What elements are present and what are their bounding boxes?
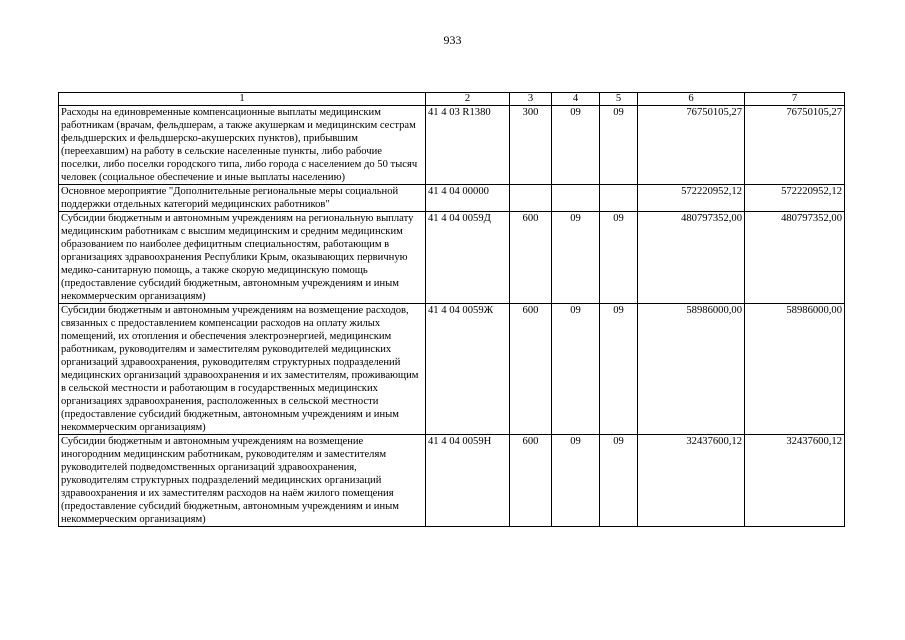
row-expense-type — [510, 185, 552, 212]
page-number: 933 — [443, 33, 462, 47]
column-header: 1 — [59, 93, 426, 106]
column-header: 5 — [600, 93, 638, 106]
row-expense-type: 300 — [510, 106, 552, 185]
header-row — [59, 93, 845, 106]
budget-table — [58, 92, 845, 527]
column-header: 7 — [745, 93, 845, 106]
table-row — [59, 212, 845, 304]
column-header: 6 — [638, 93, 745, 106]
row-description: Субсидии бюджетным и автономным учреждениям на возмещение иногородним медицинским работникам, руководителям и заместителям руководителей подведомственных организаций здравоохранения, руководителям структурных подразделений медицинских организаций здравоохранения и их заместителям расходов на наём жилого помещения (предоставление субсидий бюджетным, автономным учреждениям и иным некоммерческим организациям) — [59, 435, 426, 527]
row-amount-6: 32437600,12 — [638, 435, 745, 527]
row-amount-6: 480797352,00 — [638, 212, 745, 304]
row-amount-6: 76750105,27 — [638, 106, 745, 185]
row-subsection — [600, 185, 638, 212]
row-expense-type: 600 — [510, 212, 552, 304]
row-section: 09 — [552, 435, 600, 527]
row-section: 09 — [552, 304, 600, 435]
row-subsection: 09 — [600, 106, 638, 185]
row-code: 41 4 04 0059Ж — [426, 304, 510, 435]
table-row — [59, 185, 845, 212]
row-description: Субсидии бюджетным и автономным учреждениям на региональную выплату медицинским работникам с высшим медицинским и средним медицинским образованием по наиболее дефицитным специальностям, работающим в организациях здравоохранения Республики Крым, оказывающих первичную медико-санитарную помощь, а также скорую медицинскую помощь (предоставление субсидий бюджетным, автономным учреждениям и иным некоммерческим организациям) — [59, 212, 426, 304]
row-code: 41 4 04 0059Н — [426, 435, 510, 527]
row-subsection: 09 — [600, 212, 638, 304]
row-subsection: 09 — [600, 304, 638, 435]
row-section: 09 — [552, 212, 600, 304]
column-header: 3 — [510, 93, 552, 106]
row-amount-7: 58986000,00 — [745, 304, 845, 435]
table-row — [59, 106, 845, 185]
row-description: Расходы на единовременные компенсационные выплаты медицинским работникам (врачам, фельдшерам, а также акушеркам и медицинским сестрам фельдшерских и фельдшерско-акушерских пунктов), прибывшим (переехавшим) на работу в сельские населенные пункты, либо рабочие поселки, либо поселки городского типа, либо города с населением до 50 тысяч человек (социальное обеспечение и иные выплаты населению) — [59, 106, 426, 185]
row-section — [552, 185, 600, 212]
row-description: Основное мероприятие "Дополнительные региональные меры социальной поддержки отдельных категорий медицинских работников" — [59, 185, 426, 212]
row-amount-6: 572220952,12 — [638, 185, 745, 212]
row-code: 41 4 04 0059Д — [426, 212, 510, 304]
row-subsection: 09 — [600, 435, 638, 527]
column-header: 4 — [552, 93, 600, 106]
row-amount-7: 32437600,12 — [745, 435, 845, 527]
row-section: 09 — [552, 106, 600, 185]
row-amount-6: 58986000,00 — [638, 304, 745, 435]
row-expense-type: 600 — [510, 304, 552, 435]
row-code: 41 4 03 R1380 — [426, 106, 510, 185]
table-row — [59, 435, 845, 527]
row-description: Субсидии бюджетным и автономным учреждениям на возмещение расходов, связанных с предоставлением компенсации расходов на оплату жилых помещений, их отопления и обеспечения электроэнергией, медицинским работникам, руководителям и заместителям руководителей медицинских организаций здравоохранения, руководителям структурных подразделений медицинских организаций здравоохранения и их заместителям, проживающим в сельской местности и работающим в государственных медицинских организациях здравоохранения, расположенных в сельской местности (предоставление субсидий бюджетным, автономным учреждениям и иным некоммерческим организациям) — [59, 304, 426, 435]
row-amount-7: 76750105,27 — [745, 106, 845, 185]
column-header: 2 — [426, 93, 510, 106]
table-row — [59, 304, 845, 435]
row-amount-7: 572220952,12 — [745, 185, 845, 212]
row-amount-7: 480797352,00 — [745, 212, 845, 304]
row-code: 41 4 04 00000 — [426, 185, 510, 212]
row-expense-type: 600 — [510, 435, 552, 527]
